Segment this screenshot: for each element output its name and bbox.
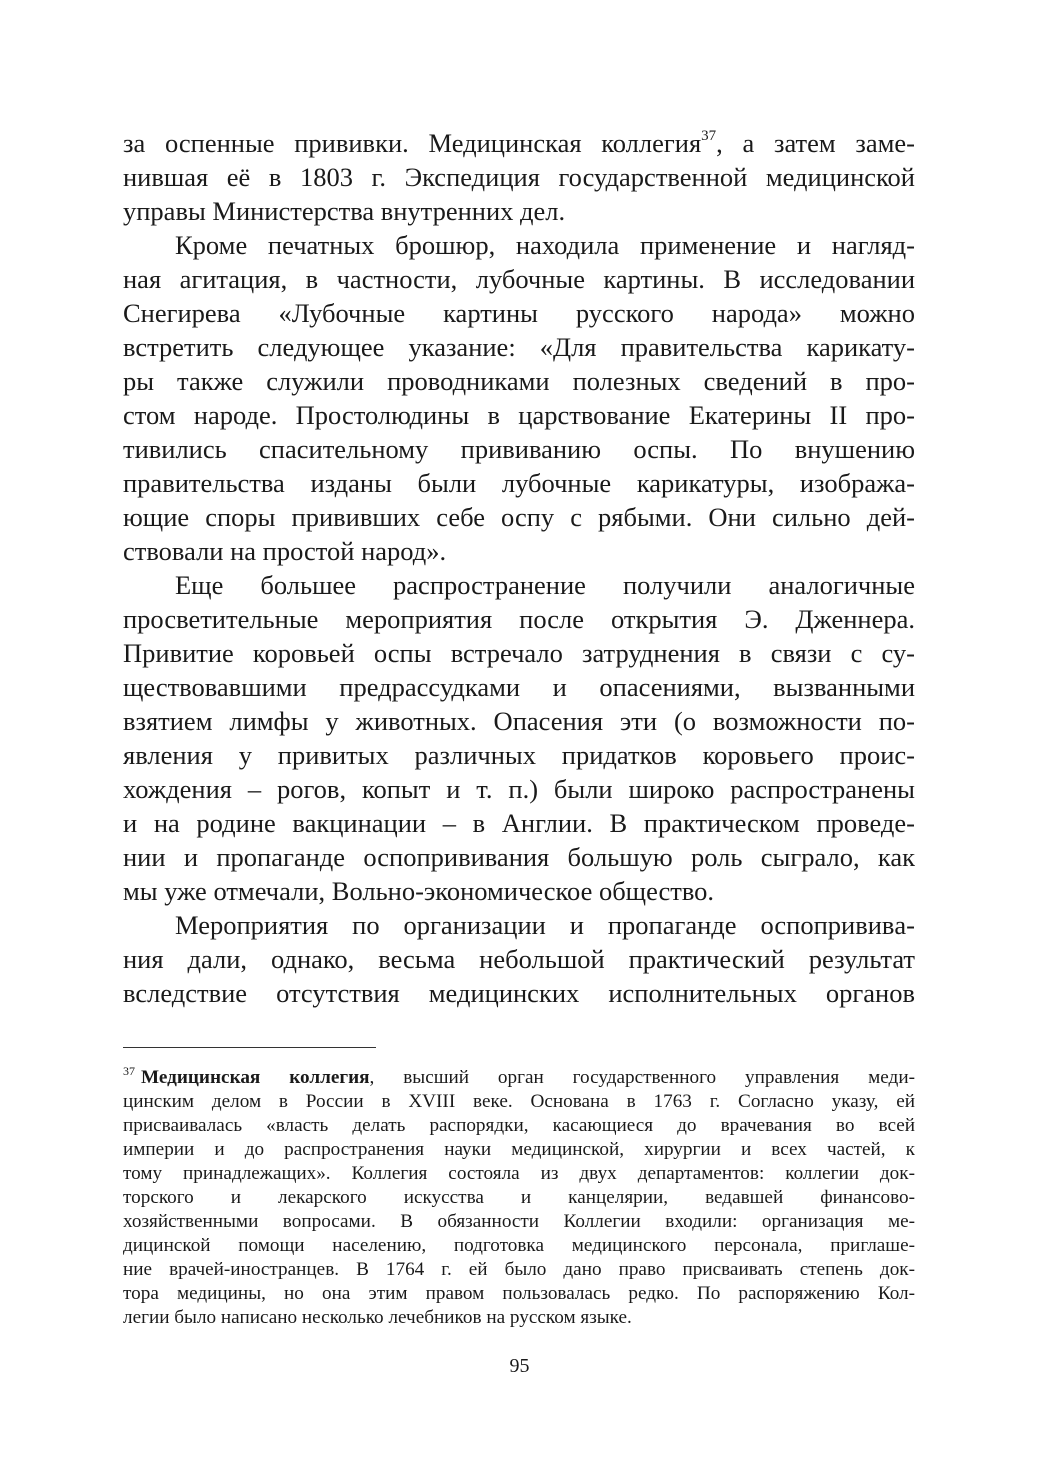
body-line: Снегирева «Лубочные картины русского народа» можно (123, 298, 915, 328)
paragraph-first-line: Кроме печатных брошюр, находила применение и нагляд- (175, 230, 915, 260)
body-line: хождения – рогов, копыт и т. п.) были широко распространены (123, 774, 915, 804)
footnote-term: Медицинская коллегия (141, 1067, 370, 1088)
page-number: 95 (509, 1355, 530, 1377)
footnote-line: $^{37}$ Медицинская коллегия, высший орган государственного управления меди- (123, 1064, 915, 1088)
body-line: ния дали, однако, весьма небольшой практический результат (123, 944, 915, 974)
body-line: и на родине вакцинации – в Англии. В практическом проведе- (123, 808, 915, 838)
body-line: нившая её в 1803 г. Экспедиция государственной медицинской (123, 162, 915, 192)
body-line: управы Министерства внутренних дел. (123, 196, 566, 226)
footnote-number: 37 (123, 1064, 135, 1078)
footnote-separator (123, 1047, 376, 1048)
body-line: нии и пропаганде оспопрививания большую роль сыграло, как (123, 842, 915, 872)
footnote-line: дицинской помощи населению, подготовка медицинского персонала, приглаше- (123, 1235, 915, 1256)
body-line: взятием лимфы у животных. Опасения эти (о возможности по- (123, 706, 915, 736)
footnote-line: хозяйственными вопросами. В обязанности Коллегии входили: организация ме- (123, 1211, 915, 1232)
body-line: правительства изданы были лубочные карикатуры, изобража- (123, 468, 915, 498)
body-line: тивились спасительному прививанию оспы. По внушению (123, 434, 915, 464)
body-line: ры также служили проводниками полезных сведений в про- (123, 366, 915, 396)
body-line: стом народе. Простолюдины в царствование Екатерины II про- (123, 400, 915, 430)
footnote-line: империи и до распространения науки медицинской, хирургии и всех частей, к (123, 1139, 915, 1160)
body-line: ствовали на простой народ». (123, 536, 447, 566)
footnote-line: тому принадлежащих». Коллегия состояла из двух департаментов: коллегии док- (123, 1163, 915, 1184)
body-line: Привитие коровьей оспы встречало затруднения в связи с су- (123, 638, 915, 668)
body-line: встретить следующее указание: «Для правительства карикату- (123, 332, 915, 362)
footnote-line: цинским делом в России в XVIII веке. Основана в 1763 г. Согласно указу, ей (123, 1091, 915, 1112)
paragraph-first-line: Мероприятия по организации и пропаганде оспопрививa- (175, 910, 915, 940)
body-line: за оспенные прививки. Медицинская коллегия$^{37}$, а затем заме- (123, 128, 915, 158)
body-line: мы уже отмечали, Вольно-экономическое общество. (123, 876, 715, 906)
body-line: вследствие отсутствия медицинских исполнительных органов (123, 978, 915, 1008)
footnote-line: торского и лекарского искусства и канцелярии, ведавшей финансово- (123, 1187, 915, 1208)
body-line: ющие споры прививших себе оспу с рябыми. Они сильно дей- (123, 502, 915, 532)
footnote-reference: 37 (701, 128, 717, 144)
footnote-line: присваивалась «власть делать распорядки, касающиеся до врачевания во всей (123, 1115, 915, 1136)
body-line: ная агитация, в частности, лубочные картины. В исследовании (123, 264, 915, 294)
paragraph-first-line: Еще большее распространение получили аналогичные (175, 570, 915, 600)
body-line: просветительные мероприятия после открытия Э. Дженнера. (123, 604, 915, 634)
footnote-line: тора медицины, но она этим правом пользовалась редко. По распоряжению Кол- (123, 1283, 915, 1304)
footnote-line: ние врачей-иностранцев. В 1764 г. ей было дано право присваивать степень док- (123, 1259, 915, 1280)
body-line: ществовавшими предрассудками и опасениями, вызванными (123, 672, 915, 702)
footnote-line: легии было написано несколько лечебников на русском языке. (123, 1307, 632, 1328)
body-line: явления у привитых различных придатков коровьего проис- (123, 740, 915, 770)
